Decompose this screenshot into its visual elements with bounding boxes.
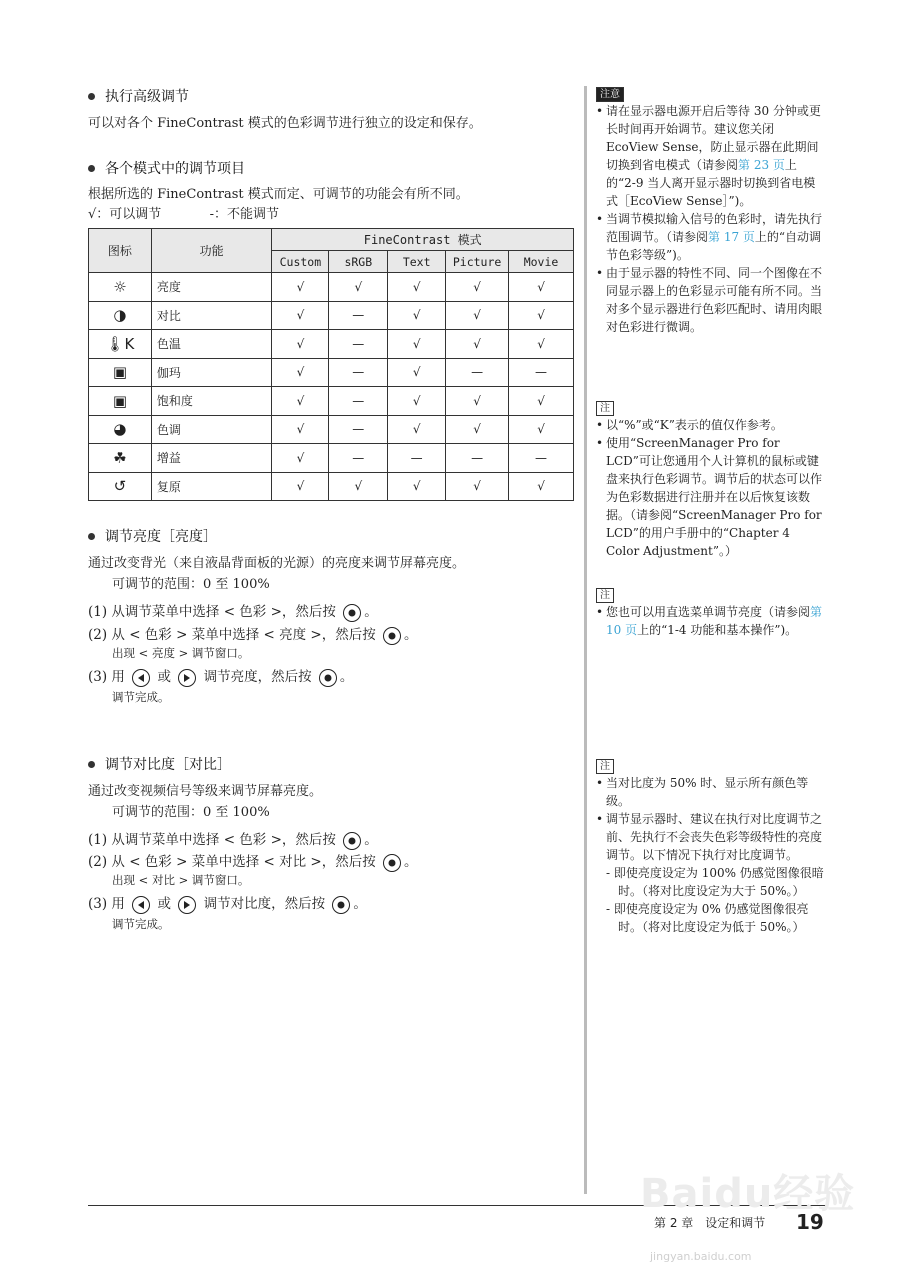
note1-item: • 当调节模拟输入信号的色彩时，请先执行范围调节。（请参阅第 17 页上的“自动调节色彩等级”)。 (596, 210, 824, 264)
function-name: 增益 (151, 444, 272, 473)
function-name: 饱和度 (151, 387, 272, 416)
sidebar-note-4 (596, 756, 824, 936)
mode-cell: √ (388, 472, 446, 501)
brightness-done: 调节完成。 (112, 690, 170, 704)
mode-cell: √ (509, 330, 574, 359)
column-divider (584, 86, 587, 1194)
mode-cell: √ (446, 273, 509, 302)
mode-cell: √ (446, 387, 509, 416)
left-button-icon (132, 896, 150, 914)
mode-cell: √ (509, 387, 574, 416)
enter-button-icon (319, 669, 337, 687)
contrast-step3: (3) 用 或 调节对比度，然后按 。 (88, 896, 367, 912)
mode-cell: √ (329, 273, 388, 302)
left-button-icon (132, 669, 150, 687)
advanced-text: 可以对各个 FineContrast 模式的色彩调节进行独立的设定和保存。 (88, 116, 482, 131)
function-name: 伽玛 (151, 358, 272, 387)
heading-brightness: 调节亮度［亮度］ (88, 526, 217, 546)
note1-item: • 由于显示器的特性不同、同一个图像在不同显示器上的色彩显示可能有所不同。当对多个显示器进行色彩匹配时、请用肉眼对色彩进行微调。 (596, 264, 824, 336)
brightness-step1: (1) 从调节菜单中选择 < 色彩 >，然后按 。 (88, 604, 378, 620)
mode-cell: √ (272, 444, 329, 473)
function-name: 亮度 (151, 273, 272, 302)
enter-button-icon (343, 604, 361, 622)
bullet-icon (88, 165, 95, 172)
mode-header: sRGB (329, 251, 388, 273)
mode-cell: √ (272, 387, 329, 416)
mode-cell: — (509, 444, 574, 473)
mode-header: Picture (446, 251, 509, 273)
function-name: 色调 (151, 415, 272, 444)
note-tag-caution: 注意 (596, 87, 624, 102)
reset-icon: ↺ (89, 472, 152, 501)
note4-subitem: - 即使亮度设定为 100% 仍感觉图像很暗时。（将对比度设定为大于 50%。） (606, 866, 824, 898)
mode-cell: √ (509, 415, 574, 444)
mode-cell: √ (388, 273, 446, 302)
function-name: 对比 (151, 301, 272, 330)
watermark-url: jingyan.baidu.com (650, 1250, 752, 1263)
table-row (89, 472, 574, 501)
contrast-icon: ◑ (89, 301, 152, 330)
mode-header: Movie (509, 251, 574, 273)
table-row (89, 415, 574, 444)
sidebar-note-caution (596, 84, 824, 336)
watermark-logo: Baidu经验 (640, 1171, 856, 1217)
mode-cell: √ (272, 330, 329, 359)
heading-contrast: 调节对比度［对比］ (88, 754, 231, 774)
saturation-icon: ▣ (89, 387, 152, 416)
mode-header: Custom (272, 251, 329, 273)
group-header: FineContrast 模式 (272, 229, 574, 251)
mode-cell: — (446, 444, 509, 473)
mode-cell: √ (272, 472, 329, 501)
col-function-header: 功能 (151, 229, 272, 273)
brightness-step2-note: 出现 < 亮度 > 调节窗口。 (112, 646, 250, 660)
table-row (89, 301, 574, 330)
mode-cell: √ (446, 415, 509, 444)
table-legend: √：可以调节 -：不能调节 (88, 207, 279, 222)
gamma-icon: ▣ (89, 358, 152, 387)
brightness-icon: ☼ (89, 273, 152, 302)
enter-button-icon (383, 854, 401, 872)
items-text: 根据所选的 FineContrast 模式而定、可调节的功能会有所不同。 (88, 187, 469, 202)
page-link[interactable]: 第 23 页 (738, 158, 785, 172)
mode-cell: √ (446, 472, 509, 501)
note4-item: • 当对比度为 50% 时、显示所有颜色等级。 (596, 774, 824, 810)
mode-cell: — (329, 301, 388, 330)
bullet-icon (88, 533, 95, 540)
contrast-step2: (2) 从 < 色彩 > 菜单中选择 < 对比 >，然后按 。 (88, 854, 418, 870)
mode-cell: — (329, 387, 388, 416)
mode-cell: √ (509, 273, 574, 302)
enter-button-icon (383, 627, 401, 645)
mode-cell: √ (509, 301, 574, 330)
contrast-step2-note: 出现 < 对比 > 调节窗口。 (112, 873, 250, 887)
mode-cell: √ (509, 472, 574, 501)
contrast-done: 调节完成。 (112, 917, 170, 931)
note2-item: • 以“%”或“K”表示的值仅作参考。 (596, 416, 824, 434)
function-name: 色温 (151, 330, 272, 359)
right-button-icon (178, 669, 196, 687)
mode-table (88, 228, 574, 501)
heading-items: 各个模式中的调节项目 (88, 158, 245, 178)
brightness-range: 可调节的范围：0 至 100% (112, 577, 270, 592)
note4-item: • 调节显示器时、建议在执行对比度调节之前、先执行不会丧失色彩等级特性的亮度调节。以下情况下执行对比度调节。 (596, 810, 824, 864)
enter-button-icon (343, 832, 361, 850)
footer-page-number: 19 (796, 1210, 824, 1234)
table-row (89, 330, 574, 359)
brightness-intro: 通过改变背光（来自液晶背面板的光源）的亮度来调节屏幕亮度。 (88, 556, 466, 571)
note2-item: • 使用“ScreenManager Pro for LCD”可让您通用个人计算机的鼠标或键盘来执行色彩调节。调节后的状态可以作为色彩数据进行注册并在以后恢复该数据。（请参阅“ScreenManager Pro for LCD”的用户手册中的“Chapter 4 Color Adjustment”。） (596, 434, 824, 560)
mode-cell: √ (272, 415, 329, 444)
page-link[interactable]: 第 17 页 (708, 230, 755, 244)
mode-cell: — (329, 415, 388, 444)
contrast-step1: (1) 从调节菜单中选择 < 色彩 >，然后按 。 (88, 832, 378, 848)
hue-icon: ◕ (89, 415, 152, 444)
mode-cell: √ (446, 330, 509, 359)
table-row (89, 387, 574, 416)
contrast-intro: 通过改变视频信号等级来调节屏幕亮度。 (88, 784, 323, 799)
note3-item: • 您也可以用直选菜单调节亮度（请参阅第 10 页上的“1-4 功能和基本操作”)。 (596, 603, 824, 639)
mode-cell: √ (446, 301, 509, 330)
bullet-icon (88, 761, 95, 768)
brightness-step2: (2) 从 < 色彩 > 菜单中选择 < 亮度 >，然后按 。 (88, 627, 418, 643)
sidebar-note-3 (596, 585, 824, 639)
contrast-range: 可调节的范围：0 至 100% (112, 805, 270, 820)
page-link[interactable]: 第 10 页 (606, 605, 823, 637)
bullet-icon (88, 93, 95, 100)
table-row (89, 444, 574, 473)
table-row (89, 358, 574, 387)
mode-cell: — (329, 444, 388, 473)
mode-cell: √ (388, 387, 446, 416)
mode-cell: √ (272, 301, 329, 330)
note-tag: 注 (596, 588, 614, 603)
mode-cell: √ (272, 273, 329, 302)
mode-cell: √ (388, 301, 446, 330)
mode-cell: — (509, 358, 574, 387)
footer-chapter: 第 2 章 设定和调节 (654, 1216, 766, 1230)
gain-icon: ☘ (89, 444, 152, 473)
mode-cell: √ (329, 472, 388, 501)
function-name: 复原 (151, 472, 272, 501)
sidebar-note-2 (596, 398, 824, 560)
mode-cell: — (329, 358, 388, 387)
col-icon-header: 图标 (89, 229, 152, 273)
note4-subitem: - 即使亮度设定为 0% 仍感觉图像很亮时。（将对比度设定为低于 50%。） (606, 902, 809, 934)
mode-cell: √ (388, 330, 446, 359)
mode-cell: √ (272, 358, 329, 387)
heading-advanced: 执行高级调节 (88, 86, 189, 106)
mode-cell: — (388, 444, 446, 473)
mode-cell: — (329, 330, 388, 359)
enter-button-icon (332, 896, 350, 914)
note1-item: • 请在显示器电源开启后等待 30 分钟或更长时间再开始调节。建议您关闭 EcoView Sense，防止显示器在此期间切换到省电模式（请参阅第 23 页上的“2-9 当人离开显示器时切换到省电模式［EcoView Sense］”)。 (596, 102, 824, 210)
note-tag: 注 (596, 401, 614, 416)
mode-cell: — (446, 358, 509, 387)
table-row (89, 273, 574, 302)
right-button-icon (178, 896, 196, 914)
temperature-icon: 🌡K (89, 330, 152, 359)
mode-cell: √ (388, 415, 446, 444)
mode-header: Text (388, 251, 446, 273)
mode-cell: √ (388, 358, 446, 387)
note-tag: 注 (596, 759, 614, 774)
brightness-step3: (3) 用 或 调节亮度，然后按 。 (88, 669, 354, 685)
